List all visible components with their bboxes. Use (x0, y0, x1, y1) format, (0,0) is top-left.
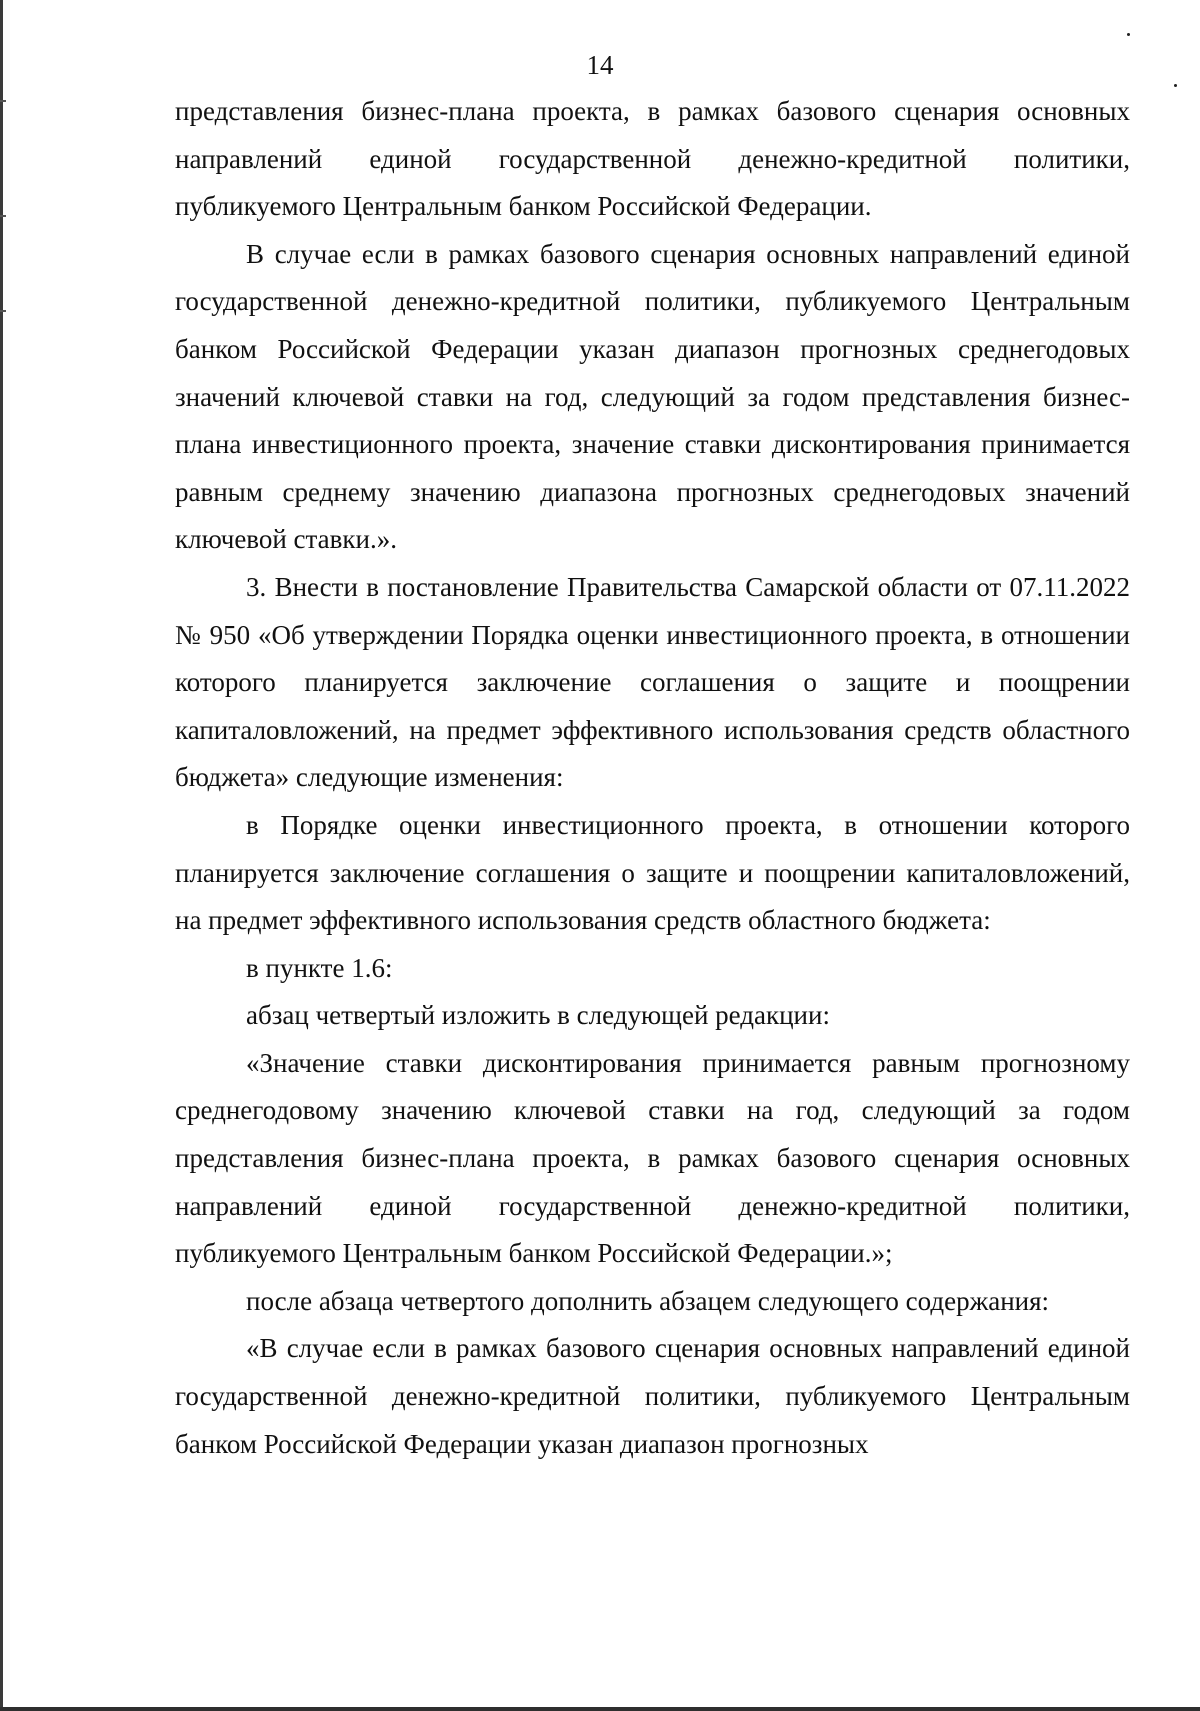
paragraph: «В случае если в рамках базового сценария основных направлений единой государственной денежно-кредитной политики, публикуемого Центральным банком Российской Федерации указан диапазон прогнозных (175, 1333, 1130, 1459)
scan-left-edge (0, 0, 3, 1711)
paragraph: в Порядке оценки инвестиционного проекта, в отношении которого планируется заключение соглашения о защите и поощрении капиталовложений, на предмет эффективного использования средств областного бюджета: (175, 809, 1130, 936)
scan-mark (0, 310, 6, 312)
scan-mark (0, 100, 6, 102)
scan-mark (0, 215, 6, 217)
paragraph: 3. Внести в постановление Правительства Самарской области от 07.11.2022 № 950 «Об утверждении Порядка оценки инвестиционного проекта, в отношении которого планируется заключение соглашения о защите и поощрении капиталовложений, на предмет эффективного использования средств областного бюджета» следующие изменения: (175, 571, 1130, 793)
paragraph: представления бизнес-плана проекта, в рамках базового сценария основных направлений единой государственной денежно-кредитной политики, публикуемого Центральным банком Российской Федерации. (175, 96, 1130, 222)
page-number: 14 (586, 50, 614, 80)
document-body (175, 88, 1130, 1468)
paragraph: после абзаца четвертого дополнить абзацем следующего содержания: (246, 1285, 1050, 1316)
scan-speck (1174, 84, 1177, 87)
paragraph: в пункте 1.6: (246, 952, 393, 983)
scan-speck (1127, 33, 1130, 36)
paragraph: абзац четвертый изложить в следующей редакции: (246, 1000, 830, 1031)
paragraph: «Значение ставки дисконтирования принимается равным прогнозному среднегодовому значению ключевой ставки на год, следующий за годом представления бизнес-плана проекта, в рамках базового сценария основных направлений единой государственной денежно-кредитной политики, публикуемого Центральным банком Российской Федерации.»; (175, 1047, 1130, 1269)
paragraph: В случае если в рамках базового сценария основных направлений единой государственной денежно-кредитной политики, публикуемого Центральным банком Российской Федерации указан диапазон прогнозных среднегодовых значений ключевой ставки на год, следующий за годом представления бизнес-плана инвестиционного проекта, значение ставки дисконтирования принимается равным среднему значению диапазона прогнозных среднегодовых значений ключевой ставки.». (175, 238, 1130, 555)
scan-bottom-edge (0, 1707, 1200, 1711)
